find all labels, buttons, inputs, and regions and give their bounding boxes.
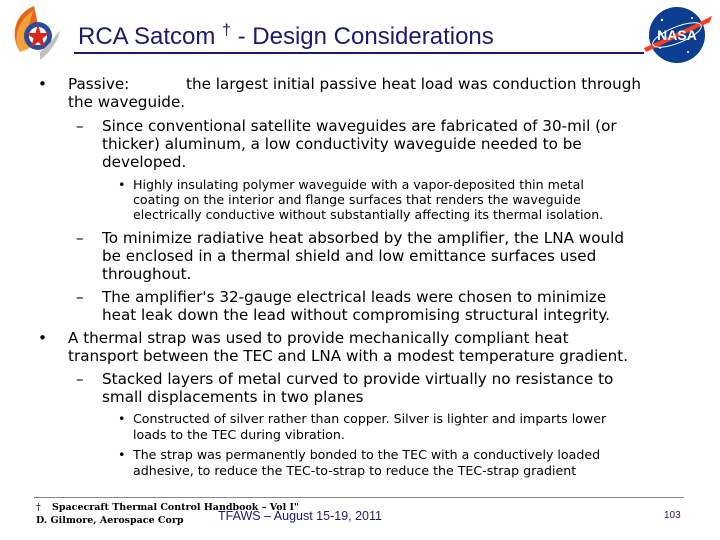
tert-1-line-3: electrically conductive without substantially affecting its thermal isolation. [133, 207, 604, 222]
tert-1-line-2: coating on the interior and flange surfaces that renders the waveguide [133, 192, 581, 207]
bullet-1-line-1: the largest initial passive heat load was conduction through [186, 75, 641, 93]
dash-icon: – [76, 288, 84, 306]
sub-1-line-3: developed. [102, 153, 187, 171]
sub-2-line-2: be enclosed in a thermal shield and low emittance surfaces used [102, 247, 597, 265]
sub-3-line-2: heat leak down the lead without compromising structural integrity. [102, 306, 611, 324]
nasa-meatball-icon [640, 4, 714, 66]
sub-1-line-1: Since conventional satellite waveguides are fabricated of 30-mil (or [102, 117, 617, 135]
bullet-icon: • [118, 447, 126, 462]
page-title: RCA Satcom † - Design Considerations [78, 22, 494, 50]
bullet-2-line-1: A thermal strap was used to provide mechanically compliant heat [68, 329, 569, 347]
tert-3-line-2: adhesive, to reduce the TEC-to-strap to reduce the TEC-strap gradient [133, 463, 577, 478]
page-number: 103 [664, 510, 681, 521]
sub-3-line-1: The amplifier's 32-gauge electrical leads were chosen to minimize [102, 288, 607, 306]
footnote-mark: † [36, 502, 41, 513]
bullet-icon: • [118, 177, 126, 192]
footnote-line-2: D. Gilmore, Aerospace Corp [36, 515, 184, 526]
tert-1-line-1: Highly insulating polymer waveguide with a vapor-deposited thin metal [133, 177, 584, 192]
dash-icon: – [76, 370, 84, 388]
sub-2-line-1: To minimize radiative heat absorbed by the amplifier, the LNA would [102, 229, 624, 247]
tert-3-line-1: The strap was permanently bonded to the TEC with a conductively loaded [133, 447, 601, 462]
mission-emblem-icon [4, 2, 66, 64]
footer-divider [34, 497, 684, 498]
dash-icon: – [76, 117, 84, 135]
sub-4-line-2: small displacements in two planes [102, 388, 364, 406]
passive-label: Passive: [68, 75, 130, 93]
title-divider [74, 52, 644, 54]
bullet-icon: • [118, 411, 126, 426]
conference-label: TFAWS – August 15-19, 2011 [218, 509, 382, 523]
bullet-icon: • [38, 75, 47, 93]
bullet-2-line-2: transport between the TEC and LNA with a modest temperature gradient. [68, 347, 629, 365]
bullet-icon: • [38, 329, 47, 347]
sub-2-line-3: throughout. [102, 265, 192, 283]
tert-2-line-1: Constructed of silver rather than copper. Silver is lighter and imparts lower [133, 411, 607, 426]
nasa-logo-text: NASA [657, 27, 697, 43]
title-dagger: † [222, 22, 231, 39]
sub-1-line-2: thicker) aluminum, a low conductivity waveguide needed to be [102, 135, 582, 153]
sub-4-line-1: Stacked layers of metal curved to provide virtually no resistance to [102, 370, 614, 388]
dash-icon: – [76, 229, 84, 247]
bullet-1-line-2: the waveguide. [68, 93, 186, 111]
footnote-line-1: Spacecraft Thermal Control Handbook – Vol I" [52, 502, 299, 513]
tert-2-line-2: loads to the TEC during vibration. [133, 427, 345, 442]
